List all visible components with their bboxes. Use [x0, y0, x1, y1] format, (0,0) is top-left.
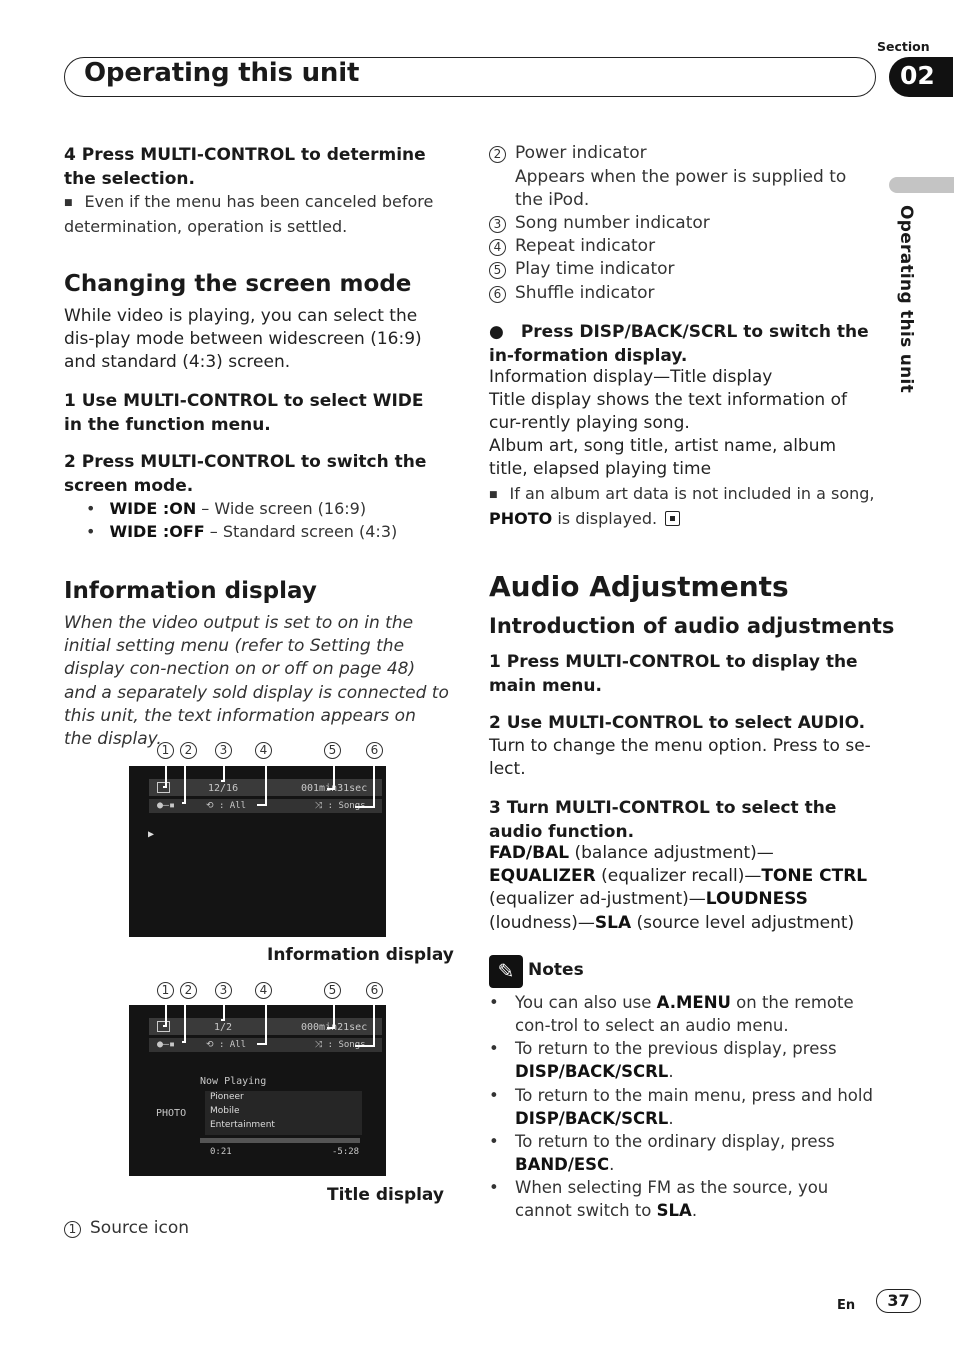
figure2-callout-numbers: [157, 982, 397, 1002]
audio-step-2-text: Turn to change the menu option. Press to se-lect.: [489, 736, 871, 780]
leader-6: [355, 766, 375, 808]
page-title: Operating this unit: [84, 58, 360, 88]
bullet-icon: •: [86, 499, 96, 518]
figure1-caption: Information display: [267, 945, 454, 965]
bullet-icon: •: [489, 1132, 499, 1151]
callout-6: 6: [366, 982, 383, 999]
information-paragraph: When the video output is set to on in the initial setting menu (refer to Setting the display con-nection on or off on page 48) and a separately sold display is connected to this unit, the text information appears on the display.: [64, 613, 449, 750]
callout-2: 2: [489, 146, 506, 163]
figure1-callout-numbers: [157, 742, 397, 762]
shuffle-icon: ⤨ : Songs: [315, 801, 366, 811]
figure2-caption: Title display: [327, 1185, 444, 1205]
leader-3: [221, 1005, 225, 1021]
repeat-icon: ⟲ : All: [206, 801, 247, 811]
note-item: • To return to the previous display, press DISP/BACK/SCRL.: [489, 1039, 837, 1082]
disp-step: ● Press DISP/BACK/SCRL to switch the in-formation display.: [489, 322, 869, 366]
note-item: • You can also use A.MENU on the remote con-trol to select an audio menu.: [489, 993, 854, 1036]
notes-title: Notes: [528, 960, 584, 980]
leader-5: [327, 1005, 335, 1029]
side-tab-label: Operating this unit: [896, 205, 916, 394]
callout-1: 1: [157, 742, 174, 759]
note-item: • To return to the ordinary display, press BAND/ESC.: [489, 1132, 835, 1175]
callout-6: 6: [489, 286, 506, 303]
callout-4: 4: [489, 239, 506, 256]
information-display-screen: [129, 766, 386, 937]
photo-label: PHOTO: [156, 1108, 187, 1119]
leader-2: [182, 766, 186, 804]
leader-1: [163, 1005, 167, 1027]
page-number: 37: [876, 1289, 921, 1313]
indicator-4: 4 Repeat indicator: [489, 235, 655, 258]
callout-6: 6: [366, 742, 383, 759]
callout-3: 3: [489, 216, 506, 233]
callout-3: 3: [215, 982, 232, 999]
audio-functions-list: FAD/BAL (balance adjustment)—EQUALIZER (equalizer recall)—TONE CTRL (equalizer ad-justment)—LOUDNESS (loudness)—SLA (source level adjustment): [489, 843, 868, 933]
leader-6: [355, 1005, 375, 1047]
bullet-icon: •: [489, 1039, 499, 1058]
language-label: En: [837, 1298, 856, 1313]
play-time: 001min31sec: [301, 783, 368, 794]
heading-information-display: Information display: [64, 578, 317, 604]
audio-step-1: 1 Press MULTI-CONTROL to display the main menu.: [489, 652, 858, 696]
now-playing-label: Now Playing: [200, 1076, 267, 1087]
leader-4: [257, 1005, 267, 1045]
disp-line-2: Title display shows the text information of cur-rently playing song.: [489, 390, 847, 434]
album-art-note: ■ If an album art data is not included in a song, PHOTO is displayed.: [489, 484, 875, 529]
screen-mode-step-2: 2 Press MULTI-CONTROL to switch the screen mode.: [64, 452, 427, 496]
heading-audio-adjustments: Audio Adjustments: [489, 570, 789, 603]
square-bullet-icon: ■: [64, 198, 73, 208]
bullet-icon: •: [86, 522, 96, 541]
elapsed-time: 0:21: [210, 1147, 232, 1157]
callout-1: 1: [64, 1221, 81, 1238]
indicator-2-note: Appears when the power is supplied to the iPod.: [515, 167, 847, 211]
heading-intro-audio: Introduction of audio adjustments: [489, 614, 895, 638]
section-number-badge: 02: [889, 57, 953, 97]
wide-off-item: • WIDE :OFF – Standard screen (4:3): [86, 522, 398, 541]
song-count: 1/2: [214, 1022, 233, 1033]
play-time: 000min21sec: [301, 1022, 368, 1033]
callout-5: 5: [324, 742, 341, 759]
power-icon: ●—▪: [157, 800, 176, 811]
callout-5: 5: [489, 262, 506, 279]
screen-mode-paragraph: While video is playing, you can select the dis-play mode between widescreen (16:9) and standard (4:3) screen.: [64, 306, 422, 373]
note-item: • To return to the main menu, press and hold DISP/BACK/SCRL.: [489, 1086, 873, 1129]
note-item: • When selecting FM as the source, you cannot switch to SLA.: [489, 1178, 829, 1221]
square-bullet-icon: ■: [489, 490, 498, 500]
side-tab-marker: [889, 177, 954, 193]
callout-1: 1: [157, 982, 174, 999]
indicator-1: 1 Source icon: [64, 1217, 189, 1240]
audio-step-3: 3 Turn MULTI-CONTROL to select the audio function.: [489, 798, 837, 842]
leader-3: [221, 766, 225, 782]
album-title: Entertainment: [210, 1120, 275, 1130]
callout-5: 5: [324, 982, 341, 999]
indicator-3: 3 Song number indicator: [489, 212, 710, 235]
leader-2: [182, 1005, 186, 1043]
heading-screen-mode: Changing the screen mode: [64, 271, 412, 297]
end-mark-icon: [665, 511, 680, 526]
leader-4: [257, 766, 267, 806]
audio-step-2: 2 Use MULTI-CONTROL to select AUDIO.: [489, 713, 866, 733]
callout-4: 4: [255, 742, 272, 759]
screen-mode-step-1: 1 Use MULTI-CONTROL to select WIDE in the function menu.: [64, 391, 424, 435]
indicator-6: 6 Shuffle indicator: [489, 282, 654, 305]
remaining-time: -5:28: [332, 1147, 360, 1157]
disp-line-3: Album art, song title, artist name, album title, elapsed playing time: [489, 436, 837, 480]
disp-line-1: Information display—Title display: [489, 367, 773, 387]
callout-2: 2: [180, 982, 197, 999]
step-4: 4 Press MULTI-CONTROL to determine the selection.: [64, 145, 426, 189]
indicator-2: 2 Power indicator: [489, 142, 647, 165]
bullet-icon: •: [489, 993, 499, 1012]
bullet-icon: ●: [489, 322, 504, 342]
callout-2: 2: [180, 742, 197, 759]
artist-name: Mobile: [210, 1106, 240, 1116]
repeat-icon: ⟲ : All: [206, 1040, 247, 1050]
callout-4: 4: [255, 982, 272, 999]
notes-pencil-icon: ✎: [489, 955, 523, 988]
callout-3: 3: [215, 742, 232, 759]
progress-bar: [200, 1138, 360, 1143]
shuffle-icon: ⤨ : Songs: [315, 1040, 366, 1050]
wide-on-item: • WIDE :ON – Wide screen (16:9): [86, 499, 367, 518]
step-4-note: ■ Even if the menu has been canceled before determination, operation is settled.: [64, 192, 434, 237]
section-label: Section: [877, 39, 930, 54]
power-icon: ●—▪: [157, 1039, 176, 1050]
leader-5: [327, 766, 335, 790]
leader-1: [163, 766, 167, 788]
indicator-5: 5 Play time indicator: [489, 258, 675, 281]
song-title: Pioneer: [210, 1092, 244, 1102]
bullet-icon: •: [489, 1086, 499, 1105]
bullet-icon: •: [489, 1178, 499, 1197]
title-display-screen: [129, 1005, 386, 1176]
play-arrow-icon: ▶: [148, 829, 155, 840]
song-count: 12/16: [208, 783, 239, 794]
